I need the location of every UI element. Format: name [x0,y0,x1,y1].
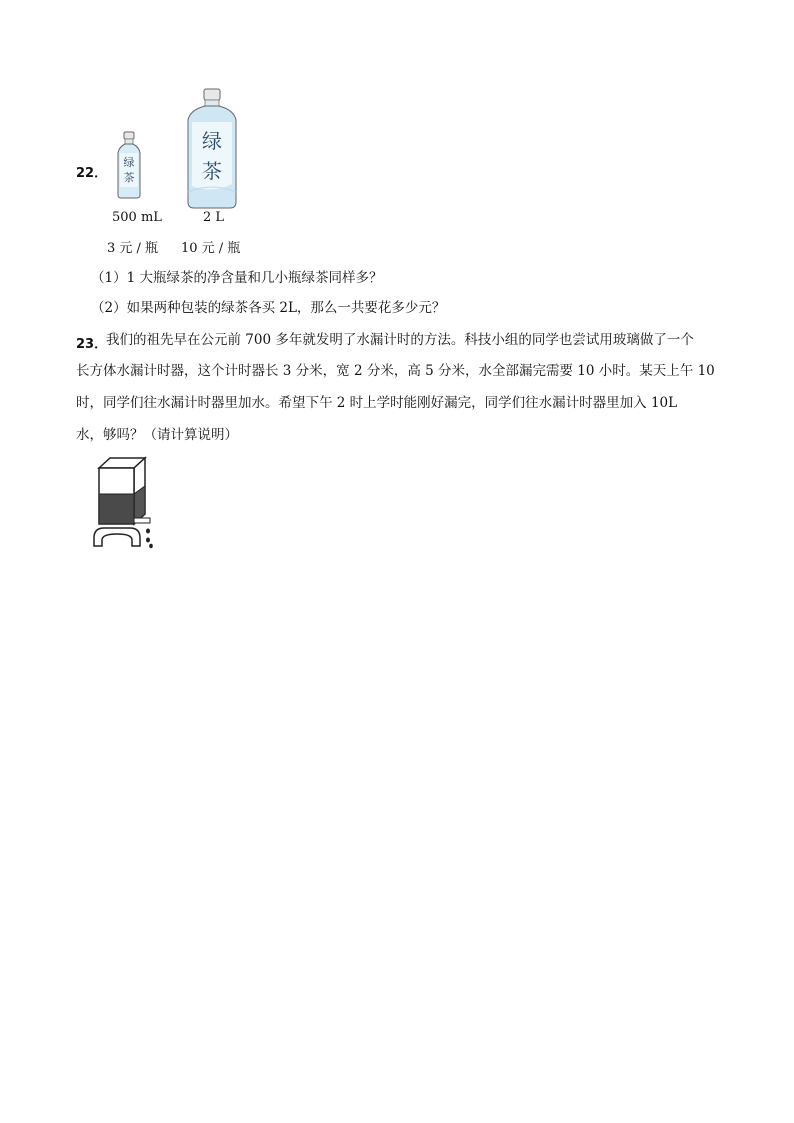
question-22-part-2: （2）如果两种包装的绿茶各买 2L，那么一共要花多少元？ [91,300,446,316]
large-bottle-volume: 2 L [203,210,225,225]
large-green-tea-bottle [184,88,240,210]
large-bottle-char-2: 茶 [202,159,222,183]
small-bottle-price: 3 元 / 瓶 [107,241,159,256]
large-bottle-price: 10 元 / 瓶 [181,241,241,256]
small-bottle-char-1: 绿 [123,156,135,169]
question-22-part-1: （1）1 大瓶绿茶的净含量和几小瓶绿茶同样多？ [91,270,383,286]
water-clock-illustration [90,456,160,550]
question-23-line-3: 时，同学们往水漏计时器里加水。希望下午 2 时上学时能刚好漏完，同学们往水漏计时器里加入 10L [76,395,678,411]
question-23-number: 23． [76,337,108,352]
question-23-line-2: 长方体水漏计时器，这个计时器长 3 分米，宽 2 分米，高 5 分米，水全部漏完需要 10 小时。某天上午 10 [76,363,715,379]
question-23-line-1: 我们的祖先早在公元前 700 多年就发明了水漏计时的方法。科技小组的同学也尝试用玻璃做了一个 [106,332,694,348]
question-23-line-4: 水，够吗？（请计算说明） [76,427,238,443]
small-bottle-char-2: 茶 [123,171,135,184]
small-bottle-volume: 500 mL [112,210,162,225]
large-bottle-char-1: 绿 [202,129,222,153]
small-green-tea-bottle [113,131,145,199]
question-22-number: 22． [76,166,108,181]
